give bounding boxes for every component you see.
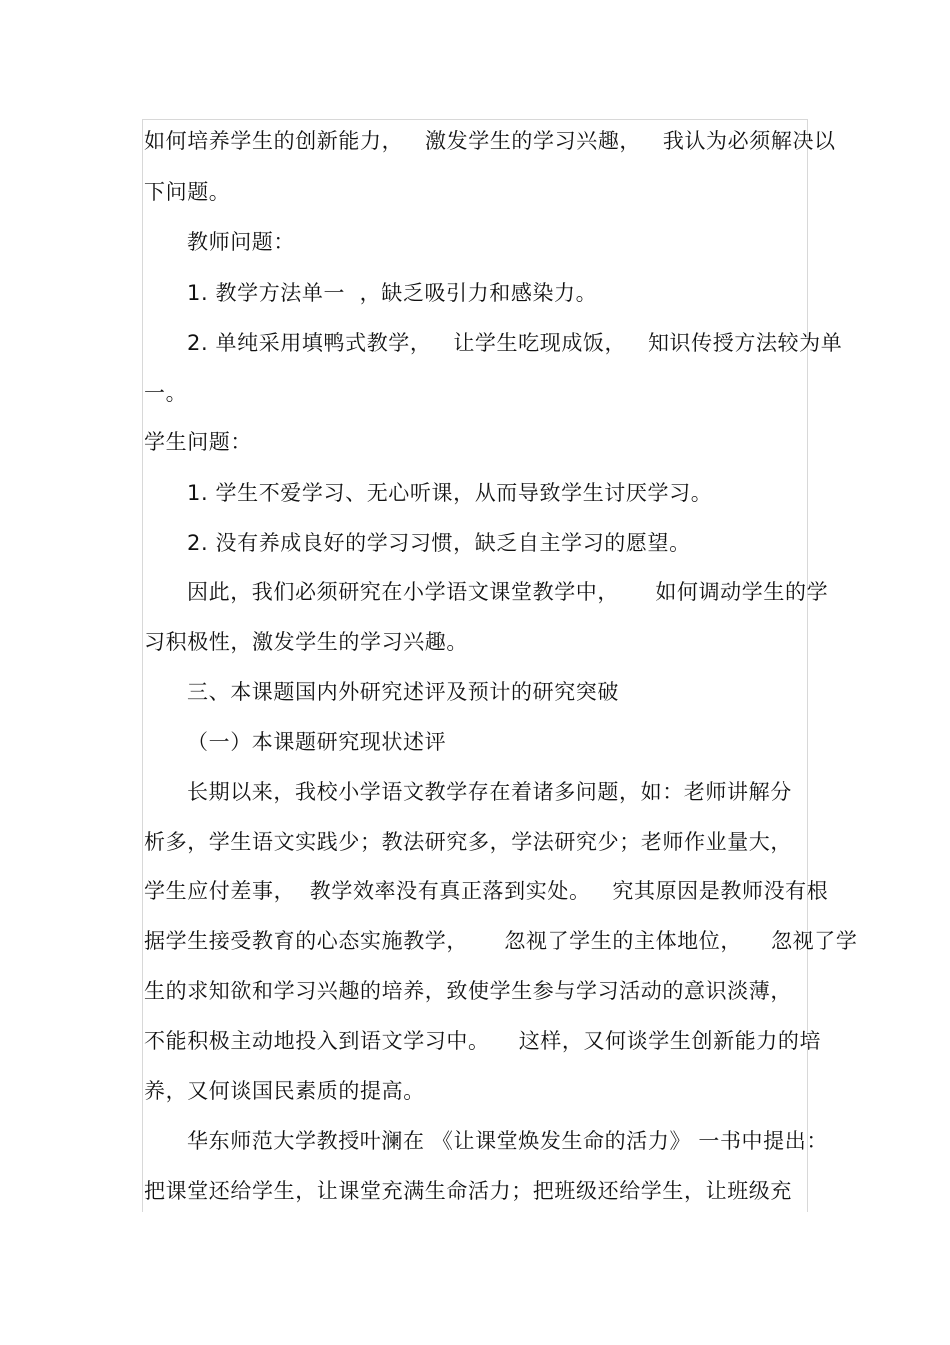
paragraph-line: 把课堂还给学生，让课堂充满生命活力；把班级还给学生，让班级充 <box>144 1179 792 1203</box>
paragraph-line: 如何培养学生的创新能力， 激发学生的学习兴趣， 我认为必须解决以 <box>144 129 836 153</box>
paragraph-line: 长期以来，我校小学语文教学存在着诸多问题，如：老师讲解分 <box>187 780 792 804</box>
list-item: 2. 单纯采用填鸭式教学， 让学生吃现成饭， 知识传授方法较为单 <box>187 331 843 355</box>
list-item: 2. 没有养成良好的学习习惯，缺乏自主学习的愿望。 <box>187 531 691 555</box>
paragraph-line: 一。 <box>144 381 188 405</box>
subsection-heading: （一）本课题研究现状述评 <box>187 730 447 754</box>
paragraph-line: 不能积极主动地投入到语文学习中。 这样，又何谈学生创新能力的培 <box>144 1029 822 1053</box>
page-frame-top <box>142 119 808 120</box>
paragraph-line: 习积极性，激发学生的学习兴趣。 <box>144 630 468 654</box>
list-item: 1. 教学方法单一 ，缺乏吸引力和感染力。 <box>187 281 598 305</box>
paragraph-line: 养，又何谈国民素质的提高。 <box>144 1079 425 1103</box>
paragraph-line: 析多，学生语文实践少；教法研究多，学法研究少；老师作业量大， <box>144 830 792 854</box>
paragraph-line: 学生应付差事， 教学效率没有真正落到实处。 究其原因是教师没有根 <box>144 879 829 903</box>
paragraph-line: 下问题。 <box>144 180 231 204</box>
section-heading: 三、本课题国内外研究述评及预计的研究突破 <box>187 680 619 704</box>
page-frame-left <box>142 119 143 1212</box>
list-item: 1. 学生不爱学习、无心听课，从而导致学生讨厌学习。 <box>187 481 713 505</box>
section-label-student-problems: 学生问题： <box>144 430 252 454</box>
paragraph-line: 据学生接受教育的心态实施教学， 忽视了学生的主体地位， 忽视了学 <box>144 929 858 953</box>
section-label-teacher-problems: 教师问题： <box>187 230 295 254</box>
paragraph-line: 华东师范大学教授叶澜在 《让课堂焕发生命的活力》 一书中提出： <box>187 1129 828 1153</box>
paragraph-line: 因此，我们必须研究在小学语文课堂教学中， 如何调动学生的学 <box>187 580 829 604</box>
paragraph-line: 生的求知欲和学习兴趣的培养，致使学生参与学习活动的意识淡薄， <box>144 979 792 1003</box>
